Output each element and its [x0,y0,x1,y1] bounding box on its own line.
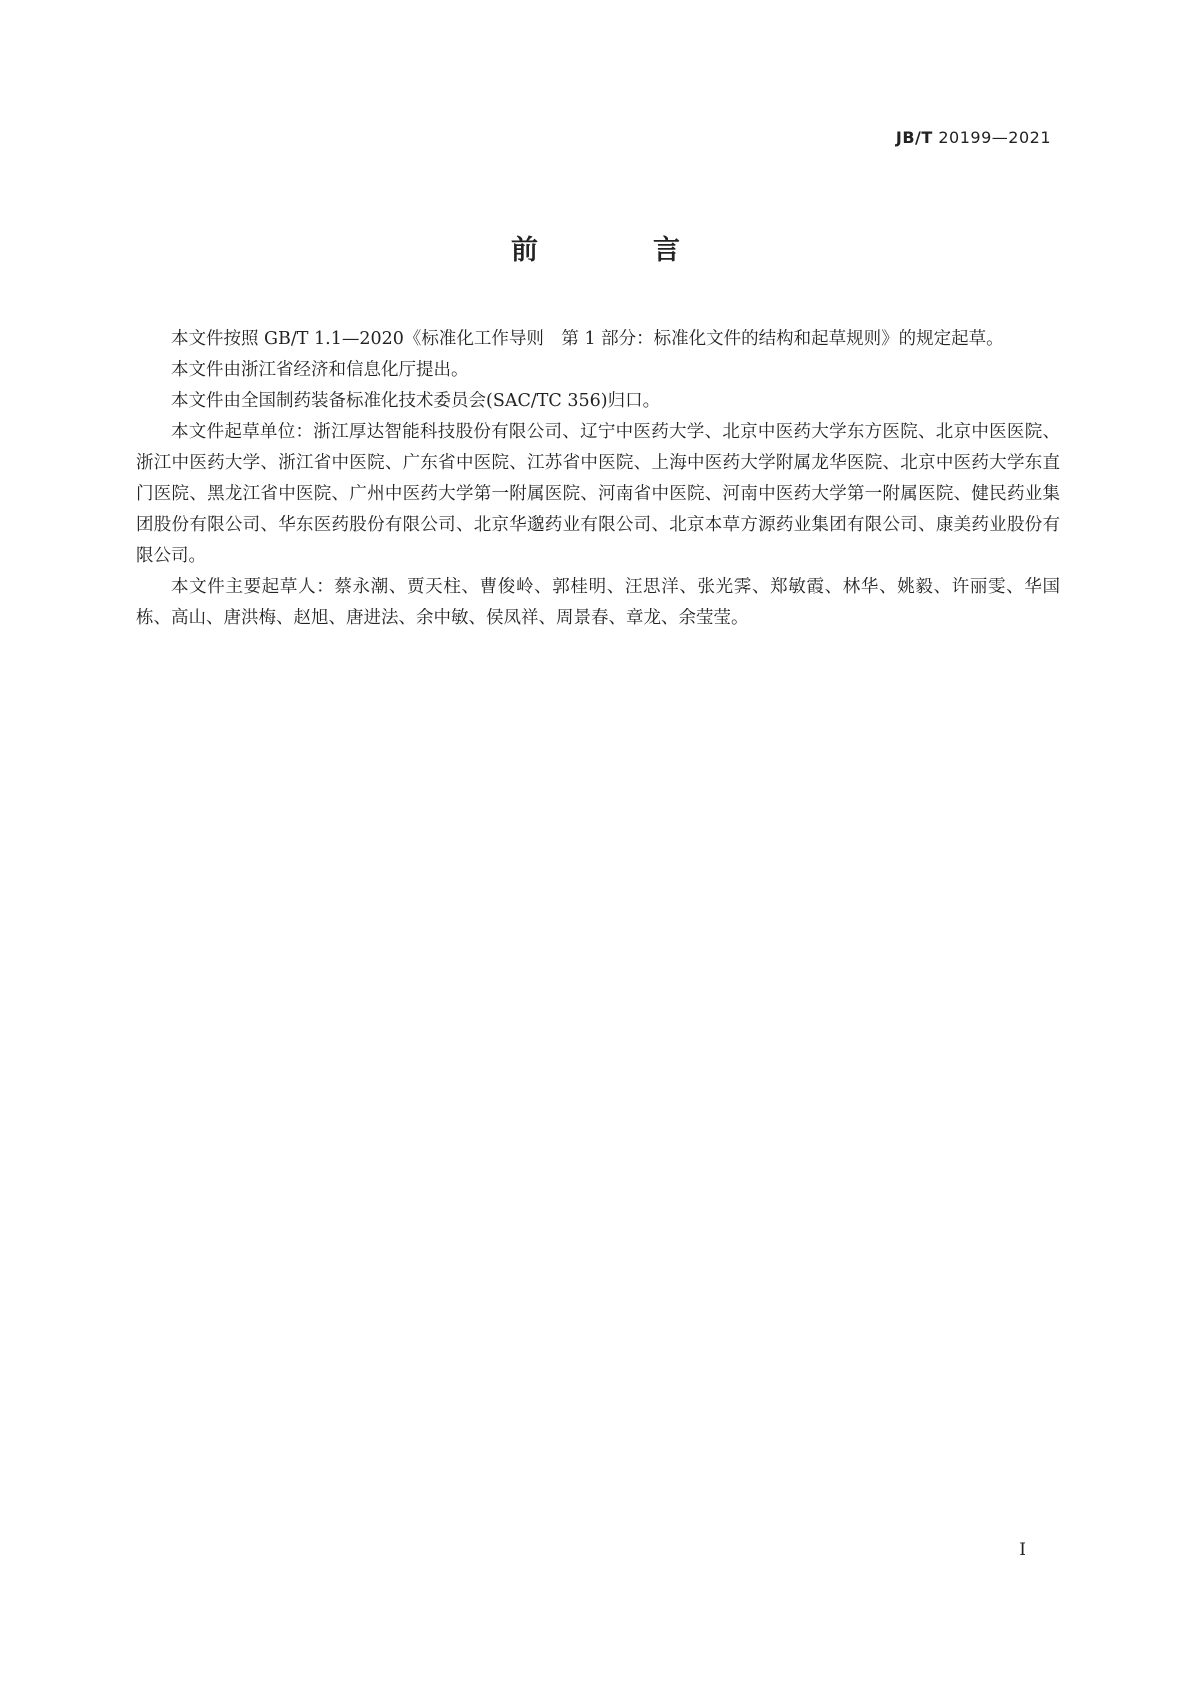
page-title: 前 言 [511,235,724,266]
page-header [896,128,1051,147]
paragraph-main-drafters: 本文件主要起草人：蔡永潮、贾天柱、曹俊岭、郭桂明、汪思洋、张光霁、郑敏霞、林华、姚毅、许丽雯、华国栋、高山、唐洪梅、赵旭、唐进法、余中敏、侯凤祥、周景春、章龙、余莹莹。 [136,577,1060,628]
page-number: I [1019,1540,1026,1560]
paragraph-drafting-units: 本文件起草单位：浙江厚达智能科技股份有限公司、辽宁中医药大学、北京中医药大学东方医院、北京中医医院、浙江中医药大学、浙江省中医院、广东省中医院、江苏省中医院、上海中医药大学附属龙华医院、北京中医药大学东直门医院、黑龙江省中医院、广州中医药大学第一附属医院、河南省中医院、河南中医药大学第一附属医院、健民药业集团股份有限公司、华东医药股份有限公司、北京华邈药业有限公司、北京本草方源药业集团有限公司、康美药业股份有限公司。 [136,422,1060,566]
foreword-body [136,324,1060,634]
paragraph-centralized-by: 本文件由全国制药装备标准化技术委员会(SAC/TC 356)归口。 [171,391,661,411]
paragraph-proposer: 本文件由浙江省经济和信息化厅提出。 [171,360,469,380]
standard-code: JB/T [895,128,933,147]
standard-number: 20199—2021 [938,128,1051,147]
paragraph-drafting-basis: 本文件按照 GB/T 1.1—2020《标准化工作导则 第 1 部分：标准化文件的结构和起草规则》的规定起草。 [171,329,1004,349]
